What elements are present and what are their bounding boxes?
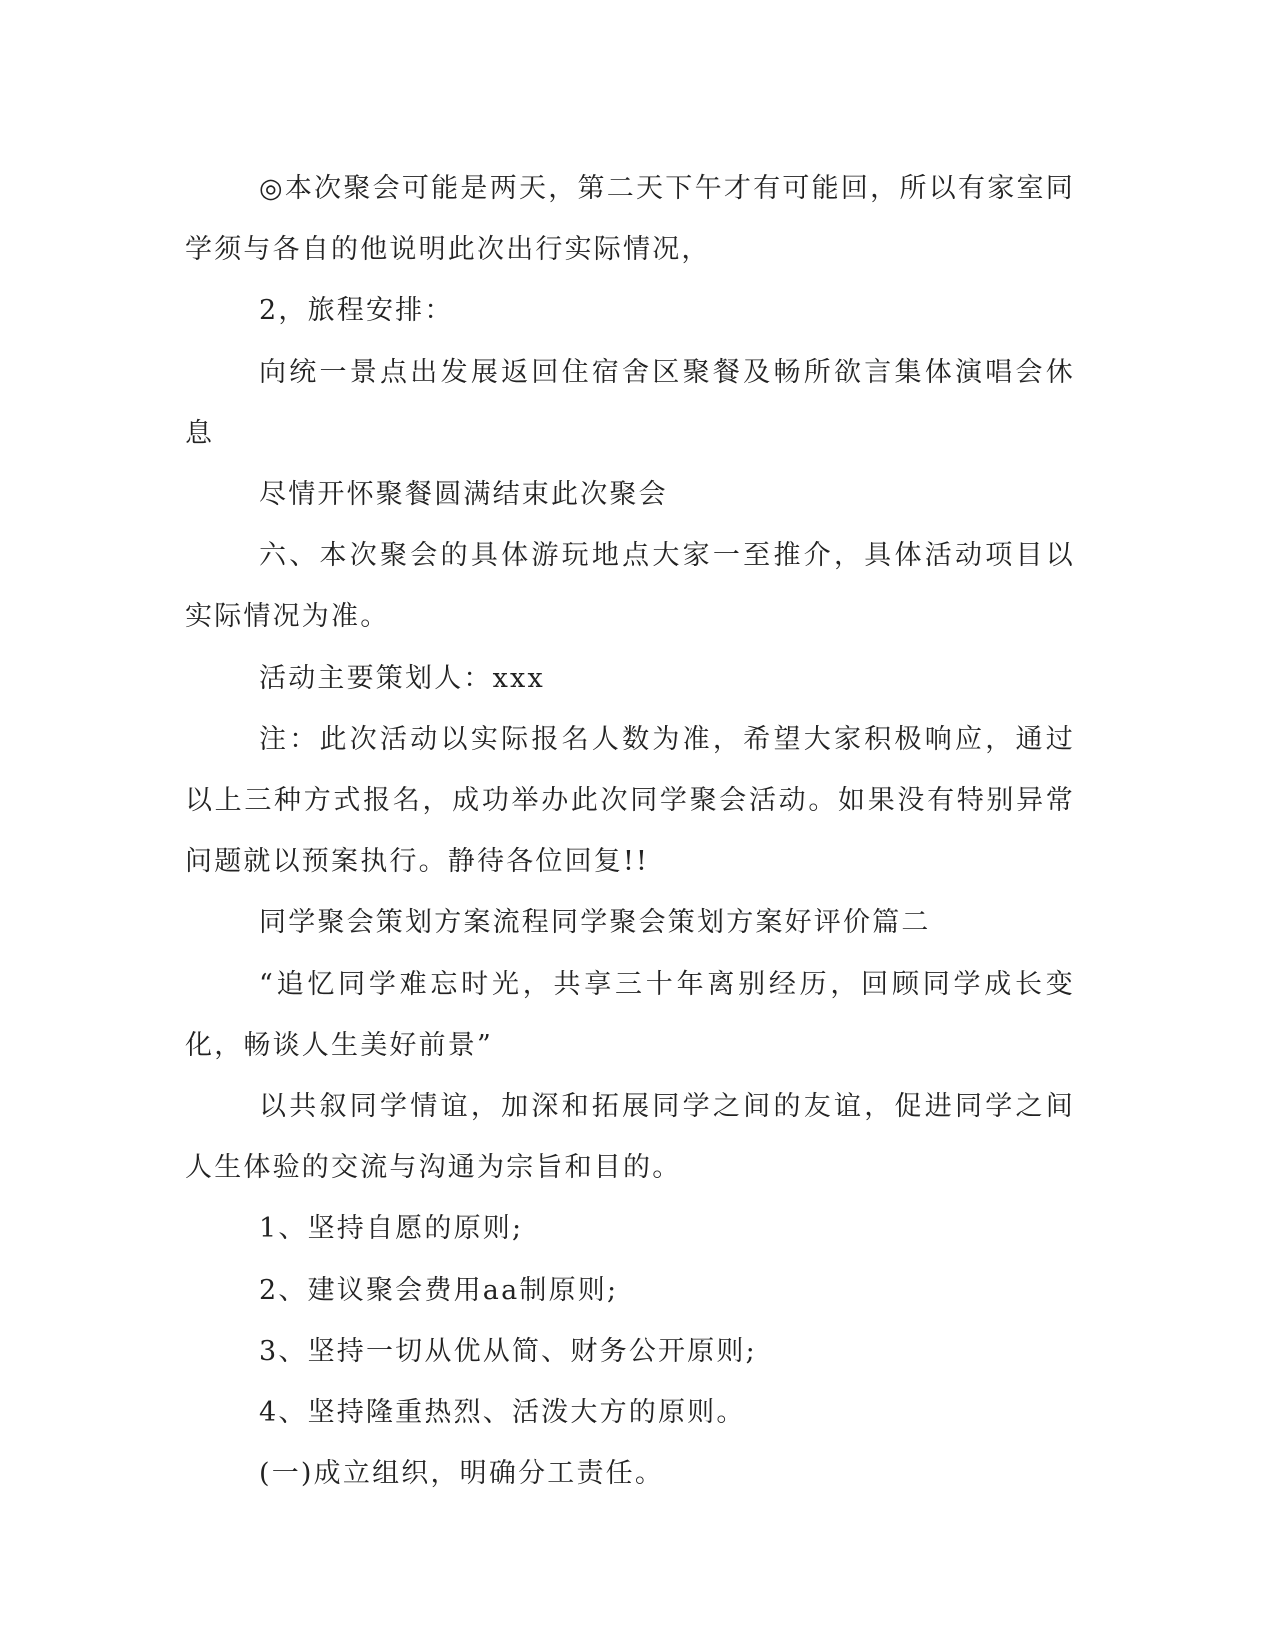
paragraph-organization: (一)成立组织，明确分工责任。 xyxy=(259,1458,665,1490)
paragraph-purpose: 以共叙同学情谊，加深和拓展同学之间的友谊，促进同学之间人生体验的交流与沟通为宗旨和目的。 xyxy=(185,1091,1075,1184)
document-body xyxy=(185,158,1075,1504)
paragraph-slogan: “追忆同学难忘时光，共享三十年离别经历，回顾同学成长变化，畅谈人生美好前景” xyxy=(185,968,1075,1061)
paragraph-itinerary-steps: 向统一景点出发展返回住宿舍区聚餐及畅所欲言集体演唱会休息 xyxy=(185,356,1075,449)
paragraph-planner: 活动主要策划人：xxx xyxy=(259,662,545,694)
paragraph-itinerary-heading: 2，旅程安排： xyxy=(259,295,454,327)
list-item-principle-4: 4、坚持隆重热烈、活泼大方的原则。 xyxy=(259,1397,746,1429)
list-item-principle-3: 3、坚持一切从优从简、财务公开原则; xyxy=(259,1335,757,1367)
paragraph-note: 注：此次活动以实际报名人数为准，希望大家积极响应，通过以上三种方式报名，成功举办此次同学聚会活动。如果没有特别异常问题就以预案执行。静待各位回复!! xyxy=(185,723,1075,878)
paragraph-part-two-title: 同学聚会策划方案流程同学聚会策划方案好评价篇二 xyxy=(259,907,931,939)
paragraph-itinerary-end: 尽情开怀聚餐圆满结束此次聚会 xyxy=(259,479,668,511)
paragraph-stay-notice: ◎本次聚会可能是两天，第二天下午才有可能回，所以有家室同学须与各自的他说明此次出行实际情况， xyxy=(185,173,1075,266)
list-item-principle-1: 1、坚持自愿的原则; xyxy=(259,1213,524,1245)
list-item-principle-2: 2、建议聚会费用aa制原则; xyxy=(259,1274,619,1306)
paragraph-section-six: 六、本次聚会的具体游玩地点大家一至推介，具体活动项目以实际情况为准。 xyxy=(185,540,1075,633)
